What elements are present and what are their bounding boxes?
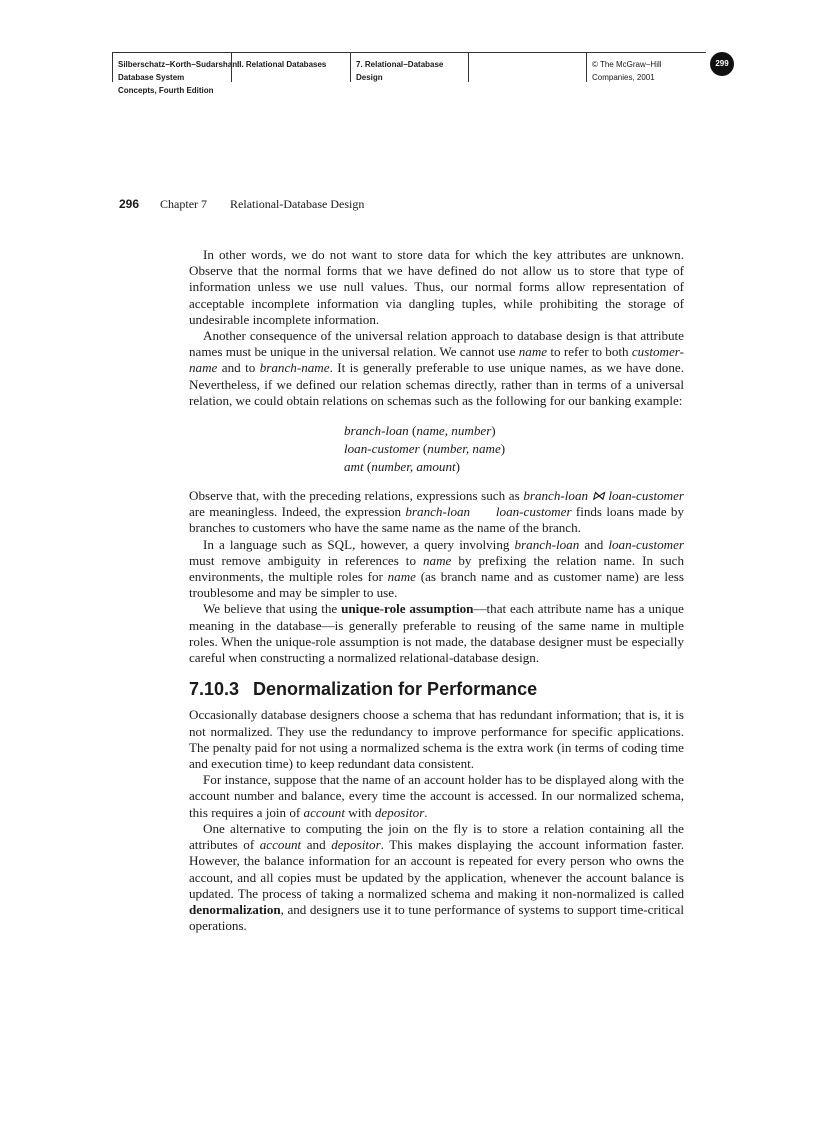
paragraph-5 bbox=[189, 601, 684, 666]
text: For instance, suppose that the name of an account holder has to be displayed along with the account number and balance, every time the account is accessed. In our normalized schema, this requires a join of bbox=[189, 772, 684, 820]
header-chapter-line1: 7. Relational−Database bbox=[356, 60, 444, 69]
text: One alternative to computing the join on the fly is to store a relation containing all the attributes of bbox=[189, 820, 684, 853]
expression: branch-loan ⋈ loan-customer bbox=[523, 488, 685, 504]
section-heading bbox=[189, 679, 684, 700]
term-italic: depositor bbox=[331, 837, 381, 853]
relation-attrs: name, number bbox=[416, 423, 492, 439]
schema-line: branch-loan (name, number) bbox=[344, 423, 496, 439]
header-part-label: II. Relational Databases bbox=[237, 60, 327, 69]
text: are meaningless. Indeed, the expression bbox=[189, 504, 406, 520]
running-head bbox=[119, 197, 364, 212]
copyright-line2: Companies, 2001 bbox=[592, 73, 655, 82]
term-italic: account bbox=[259, 837, 302, 853]
text: and to bbox=[217, 360, 260, 376]
copyright-line1: © The McGraw−Hill bbox=[592, 60, 662, 69]
chapter-label: Chapter 7 bbox=[160, 197, 208, 211]
text: . It is generally preferable to use unique names, as we have done. Nevertheless, if we defined our relation schemas directly, rather than in terms of a universal relation, we could obtain relations on schemas such as the following for our banking example: bbox=[189, 360, 684, 408]
header-chapter-line2: Design bbox=[356, 73, 383, 82]
term-italic: name bbox=[423, 552, 452, 568]
header-copyright bbox=[586, 52, 712, 82]
paragraph-8 bbox=[189, 821, 684, 934]
text: by prefixing the relation name. In such environments, the multiple roles for bbox=[189, 552, 685, 585]
relation-name: amt bbox=[344, 459, 364, 475]
text: Another consequence of the universal relation approach to database design is that attribute names must be unique in the universal relation. We cannot use bbox=[189, 328, 684, 360]
schema-line: amt (number, amount) bbox=[344, 459, 461, 475]
book-header bbox=[112, 52, 706, 100]
term-italic: branch-name bbox=[259, 360, 330, 376]
text: In a language such as SQL, however, a query involving bbox=[203, 536, 515, 552]
chapter-title: Relational-Database Design bbox=[230, 197, 365, 211]
term-italic: name bbox=[387, 569, 416, 585]
page-body bbox=[189, 247, 684, 934]
header-title-line1: Database System bbox=[118, 73, 185, 82]
text: (as branch name and as customer name) are less troublesome and may be simpler to use. bbox=[189, 569, 684, 601]
section-title: Denormalization for Performance bbox=[253, 679, 538, 700]
text: must remove ambiguity in references to bbox=[189, 552, 423, 568]
header-chapter bbox=[350, 52, 471, 82]
text: Observe that, with the preceding relations, expressions such as bbox=[189, 488, 524, 504]
page-badge: 299 bbox=[710, 52, 734, 76]
text: with bbox=[345, 804, 375, 820]
header-title-line2: Concepts, Fourth Edition bbox=[118, 86, 214, 95]
header-book-title bbox=[112, 52, 240, 95]
term-italic: name bbox=[518, 344, 548, 360]
term-italic: depositor bbox=[374, 804, 425, 820]
header-part bbox=[231, 52, 352, 82]
text: and bbox=[579, 536, 609, 552]
relation-name: branch-loan bbox=[344, 423, 409, 439]
expression: branch-loan loan-customer bbox=[405, 504, 572, 520]
text: —that each attribute name has a unique meaning in the database—is generally preferable to reusing of the same name in multiple roles. When the unique-role assumption is not made, the database designer must be especially careful when constructing a normalized relational-database design. bbox=[189, 601, 684, 666]
schema-list bbox=[344, 422, 684, 476]
text: We believe that using the bbox=[203, 601, 342, 617]
paragraph-4 bbox=[189, 537, 684, 602]
paragraph-6: Occasionally database designers choose a schema that has redundant information; that is, it is not normalized. They use the redundancy to improve performance for specific applications. The penalty paid for not using a normalized schema is the extra work (in terms of coding time and execution time) to keep redundant data consistent. bbox=[189, 707, 684, 772]
paragraph-7 bbox=[189, 772, 684, 821]
header-authors: Silberschatz−Korth−Sudarshan: bbox=[118, 60, 240, 69]
term-italic: branch-loan bbox=[514, 536, 580, 552]
schema-line: loan-customer (number, name) bbox=[344, 441, 506, 457]
text: . This makes displaying the account information faster. However, the balance information for an account is repeated for every person who owns the account, and all copies must be updated by the application, whenever the account balance is updated. The process of taking a normalized schema and making it non-normalized is called bbox=[189, 837, 684, 901]
text: and bbox=[301, 837, 332, 853]
page-number: 296 bbox=[119, 197, 140, 211]
relation-attrs: number, amount bbox=[371, 459, 456, 475]
term-italic: account bbox=[303, 804, 345, 820]
paragraph-2 bbox=[189, 328, 684, 409]
text: , and designers use it to tune performance of systems to support time-critical operations. bbox=[189, 901, 684, 934]
term-bold: unique-role assumption bbox=[341, 601, 474, 617]
relation-attrs: number, name bbox=[427, 441, 501, 457]
section-number: 7.10.3 bbox=[189, 679, 240, 700]
text: to refer to both bbox=[547, 344, 632, 360]
relation-name: loan-customer bbox=[344, 441, 420, 457]
term-bold: denormalization bbox=[189, 901, 281, 917]
text: . bbox=[424, 804, 428, 820]
text: finds loans made by branches to customers who have the same name as the name of the branch. bbox=[189, 504, 685, 536]
paragraph-1: In other words, we do not want to store data for which the key attributes are unknown. Observe that the normal forms that we have defined do not allow us to store that type of information unless we use null values. Thus, our normal forms allow representation of acceptable incomplete information via dangling tuples, while prohibiting the storage of undesirable incomplete information. bbox=[189, 247, 684, 327]
paragraph-3 bbox=[189, 488, 684, 537]
term-italic: loan-customer bbox=[608, 536, 685, 552]
term-italic: customer-name bbox=[189, 344, 684, 376]
header-empty bbox=[468, 52, 587, 82]
